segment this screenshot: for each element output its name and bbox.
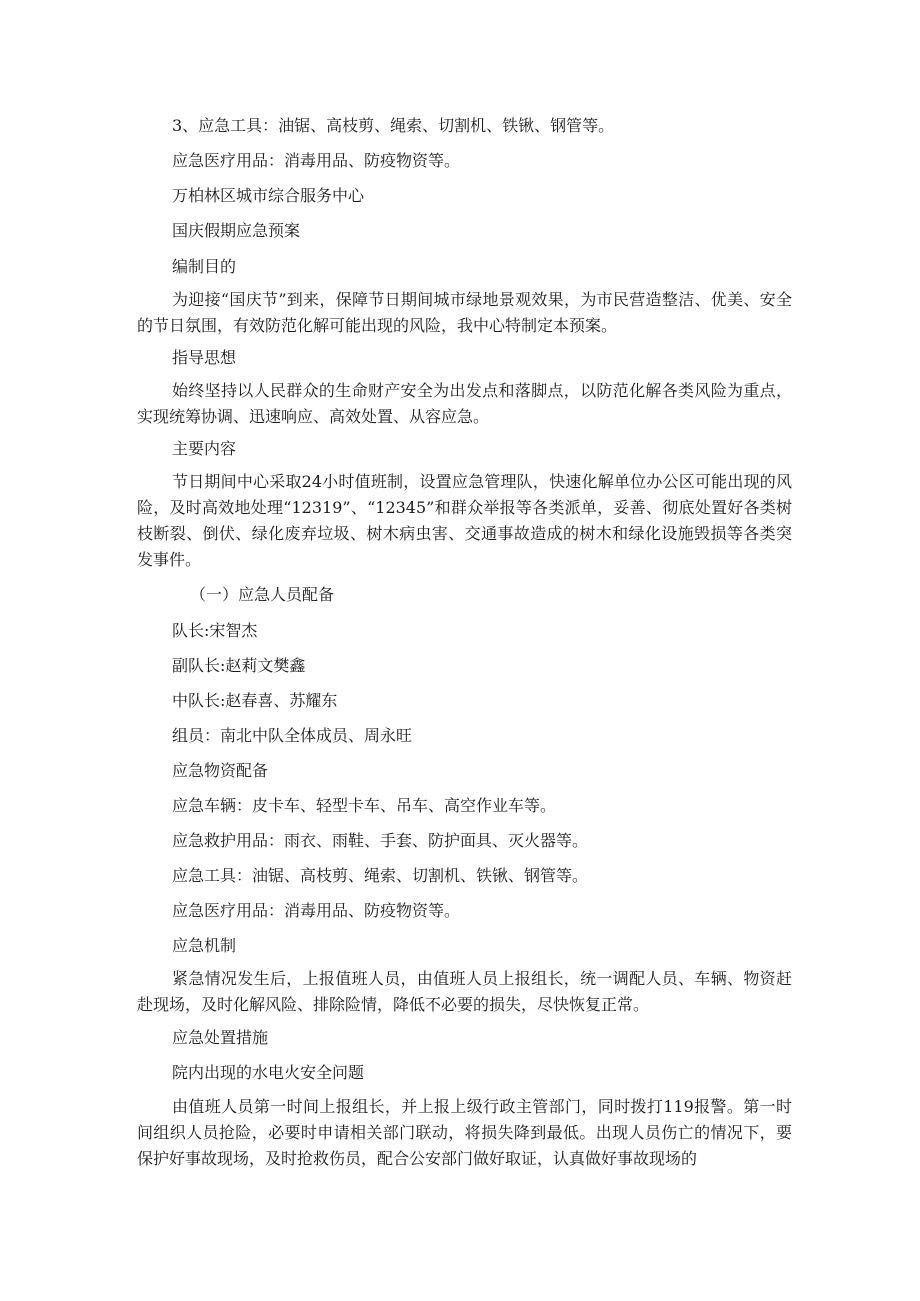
- heading-purpose: 编制目的: [172, 257, 237, 276]
- heading-measures: 应急处置措施: [172, 1028, 269, 1047]
- emergency-tools: 应急工具：油锯、高枝剪、绳索、切割机、铁锹、钢管等。: [172, 866, 589, 885]
- heading-safety-issues: 院内出现的水电火安全问题: [172, 1063, 365, 1082]
- squad-leader: 中队长:赵春喜、苏耀东: [172, 691, 338, 710]
- emergency-vehicles: 应急车辆：皮卡车、轻型卡车、吊车、高空作业车等。: [172, 796, 557, 815]
- medical-supplies: 应急医疗用品：消毒用品、防疫物资等。: [172, 901, 461, 920]
- paragraph-safety-issues: 由值班人员第一时间上报组长，并上报上级行政主管部门，同时拨打119报警。第一时间组织人员抢险，必要时申请相关部门联动，将损失降到最低。出现人员伤亡的情况下，要保护好事故现场，及时抢救伤员，配合公安部门做好取证，认真做好事故现场的: [137, 1097, 792, 1168]
- heading-main-content: 主要内容: [172, 439, 237, 458]
- paragraph-guiding-ideology: 始终坚持以人民群众的生命财产安全为出发点和落脚点，以防范化解各类风险为重点，实现统筹协调、迅速响应、高效处置、从容应急。: [137, 381, 792, 426]
- paragraph-purpose: 为迎接“国庆节”到来，保障节日期间城市绿地景观效果，为市民营造整洁、优美、安全的节日氛围，有效防范化解可能出现的风险，我中心特制定本预案。: [137, 290, 792, 335]
- plan-title: 国庆假期应急预案: [172, 221, 301, 240]
- medical-supplies-line: 应急医疗用品：消毒用品、防疫物资等。: [172, 151, 461, 170]
- rescue-supplies: 应急救护用品：雨衣、雨鞋、手套、防护面具、灭火器等。: [172, 831, 589, 850]
- tools-line-3: 3、应急工具：油锯、高枝剪、绳索、切割机、铁锹、钢管等。: [172, 116, 615, 135]
- paragraph-main-content: 节日期间中心采取24小时值班制，设置应急管理队，快速化解单位办公区可能出现的风险，及时高效地处理“12319”、“12345”和群众举报等各类派单，妥善、彻底处置好各类树枝断裂、倒伏、绿化废弃垃圾、树木病虫害、交通事故造成的树木和绿化设施毁损等各类突发事件。: [137, 472, 792, 569]
- deputy-leader: 副队长:赵莉文樊鑫: [172, 656, 306, 675]
- heading-mechanism: 应急机制: [172, 936, 237, 955]
- heading-guiding-ideology: 指导思想: [172, 348, 237, 367]
- heading-materials: 应急物资配备: [172, 761, 269, 780]
- heading-personnel: （一）应急人员配备: [190, 585, 335, 604]
- team-members: 组员：南北中队全体成员、周永旺: [172, 726, 413, 745]
- organization-name: 万柏林区城市综合服务中心: [172, 186, 365, 205]
- team-leader: 队长:宋智杰: [172, 621, 258, 640]
- paragraph-mechanism: 紧急情况发生后，上报值班人员，由值班人员上报组长，统一调配人员、车辆、物资赶赴现场，及时化解风险、排除险情，降低不必要的损失，尽快恢复正常。: [137, 969, 792, 1014]
